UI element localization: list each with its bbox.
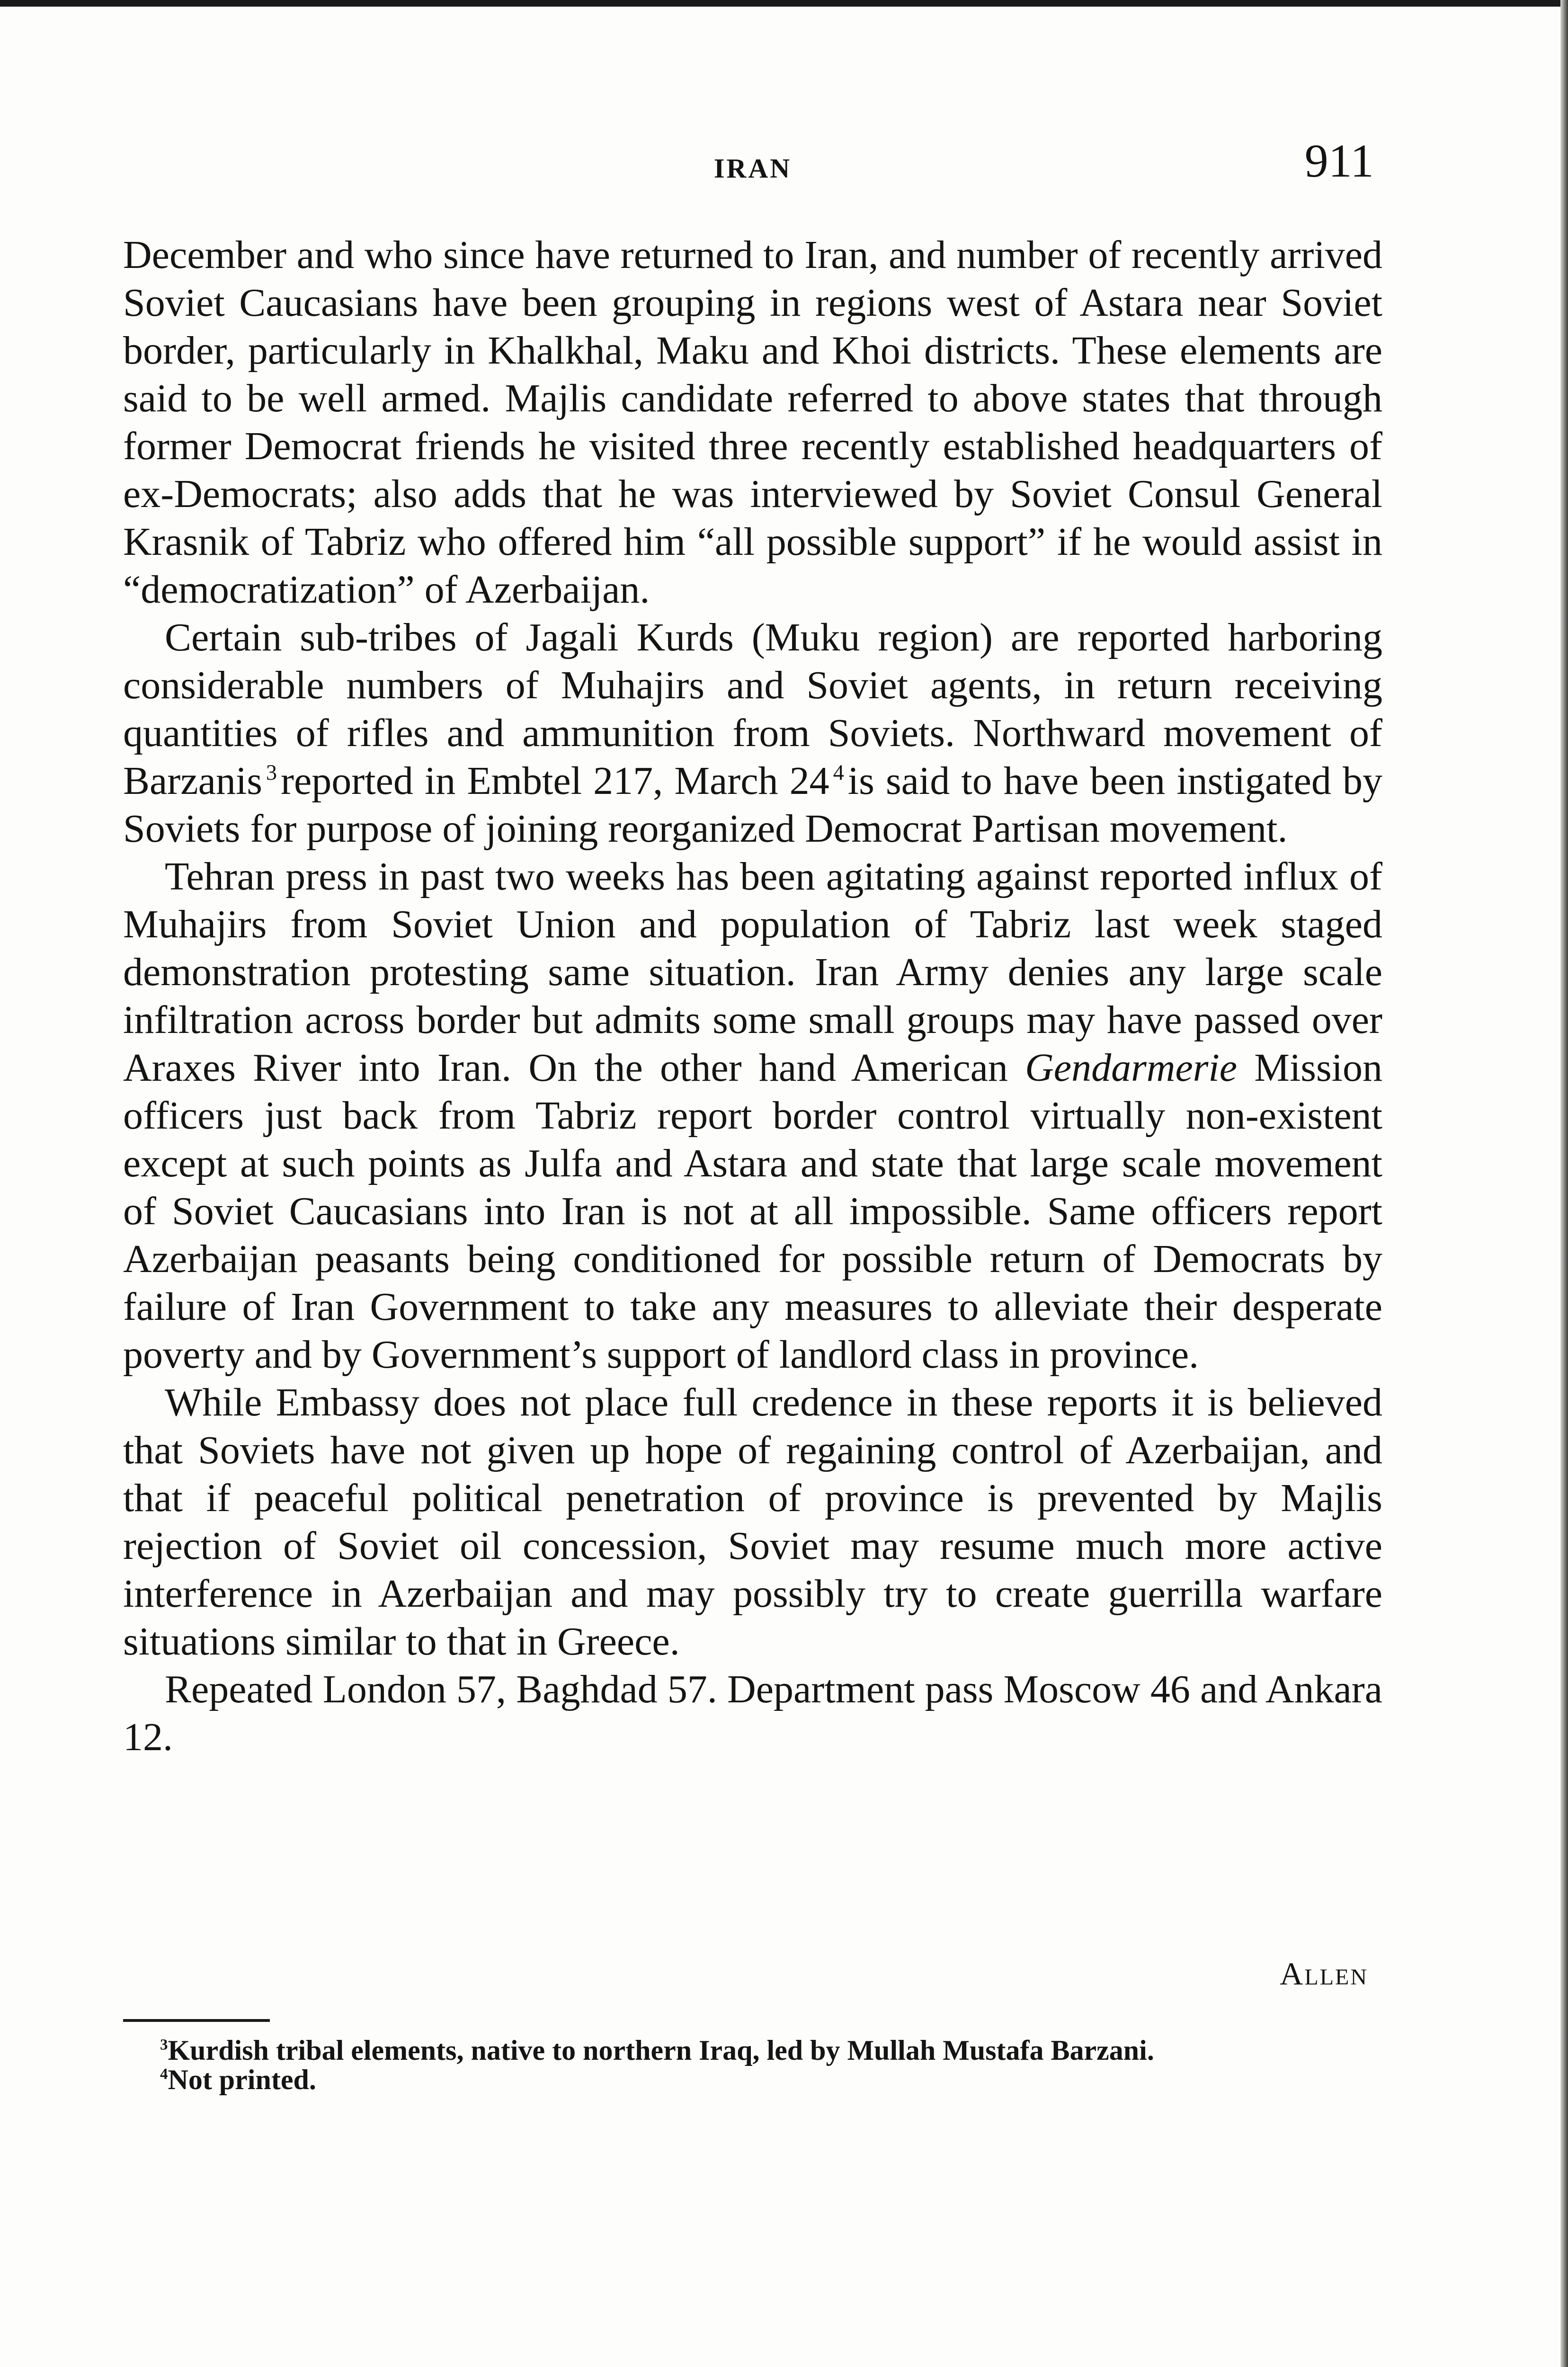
paragraph-3-text-b: Mission officers just back from Tabriz report border control virtually non-existent except at such points as Julfa and Astara and state that large scale movement of Soviet Caucasians into Iran is not at all impossible. Same officers report Azerbaijan peasants being conditioned for possible return of Democrats by failure of Iran Government to take any measures to alleviate their desperate poverty and by Government’s support of landlord class in province.: [123, 1046, 1383, 1377]
paragraph-3-text-a: Tehran press in past two weeks has been agitating against reported influx of Muhajirs from Soviet Union and population of Tabriz last week staged demonstration protesting same situation. Iran Army denies any large scale infiltration across border but admits some small groups may have passed over Araxes River into Iran. On the other hand American: [123, 854, 1382, 1090]
paragraph-2-text-b: reported in Embtel 217, March 24: [280, 759, 829, 803]
paragraph-3: [123, 853, 1382, 1379]
footnote-ref-4[interactable]: 4: [833, 760, 844, 784]
paragraph-5: Repeated London 57, Baghdad 57. Department pass Moscow 46 and Ankara 12.: [123, 1667, 1382, 1759]
paragraph-2-text-c: is said to have been instigated by Soviets for purpose of joining reorganized Democrat Partisan movement.: [123, 759, 1382, 851]
page-binding-edge: [1560, 0, 1568, 2367]
page-number: 911: [1304, 134, 1374, 187]
signature: Allen: [1280, 1956, 1368, 1992]
paragraph-2-text-a: Certain sub-tribes of Jagali Kurds (Muku region) are reported harboring considerable numbers of Muhajirs and Soviet agents, in return receiving quantities of rifles and ammunition from Soviets. Northward movement of Barzanis: [123, 615, 1382, 803]
running-head: [123, 134, 1382, 194]
footnotes: [123, 2036, 1382, 2094]
footnote-3-text: Kurdish tribal elements, native to northern Iraq, led by Mullah Mustafa Barzani.: [168, 2035, 1154, 2066]
body-text: [123, 231, 1382, 1761]
page-top-edge: [0, 0, 1568, 7]
paragraph-3-italic-term: Gendarmerie: [1025, 1046, 1238, 1090]
running-head-title: IRAN: [713, 153, 792, 184]
footnote-3-marker: 3: [160, 2036, 168, 2054]
paragraph-4: While Embassy does not place full credence in these reports it is believed that Soviets have not given up hope of regaining control of Azerbaijan, and that if peaceful political penetration of province is prevented by Majlis rejection of Soviet oil concession, Soviet may resume much more active interference in Azerbaijan and may possibly try to create guerrilla warfare situations similar to that in Greece.: [123, 1380, 1382, 1664]
footnote-ref-3[interactable]: 3: [266, 760, 277, 784]
footnote-3: [123, 2036, 1382, 2065]
footnote-4-text: Not printed.: [168, 2064, 316, 2095]
footnote-divider: [123, 2019, 270, 2022]
footnote-4-marker: 4: [160, 2065, 168, 2083]
footnote-4: [123, 2065, 1382, 2094]
paragraph-2: [123, 614, 1382, 853]
paragraph-1: December and who since have returned to Iran, and number of recently arrived Soviet Caucasians have been grouping in regions west of Astara near Soviet border, particularly in Khalkhal, Maku and Khoi districts. These elements are said to be well armed. Majlis candidate referred to above states that through former Democrat friends he visited three recently established headquarters of ex-Democrats; also adds that he was interviewed by Soviet Consul General Krasnik of Tabriz who offered him “all possible support” if he would assist in “democratization” of Azerbaijan.: [123, 233, 1382, 612]
